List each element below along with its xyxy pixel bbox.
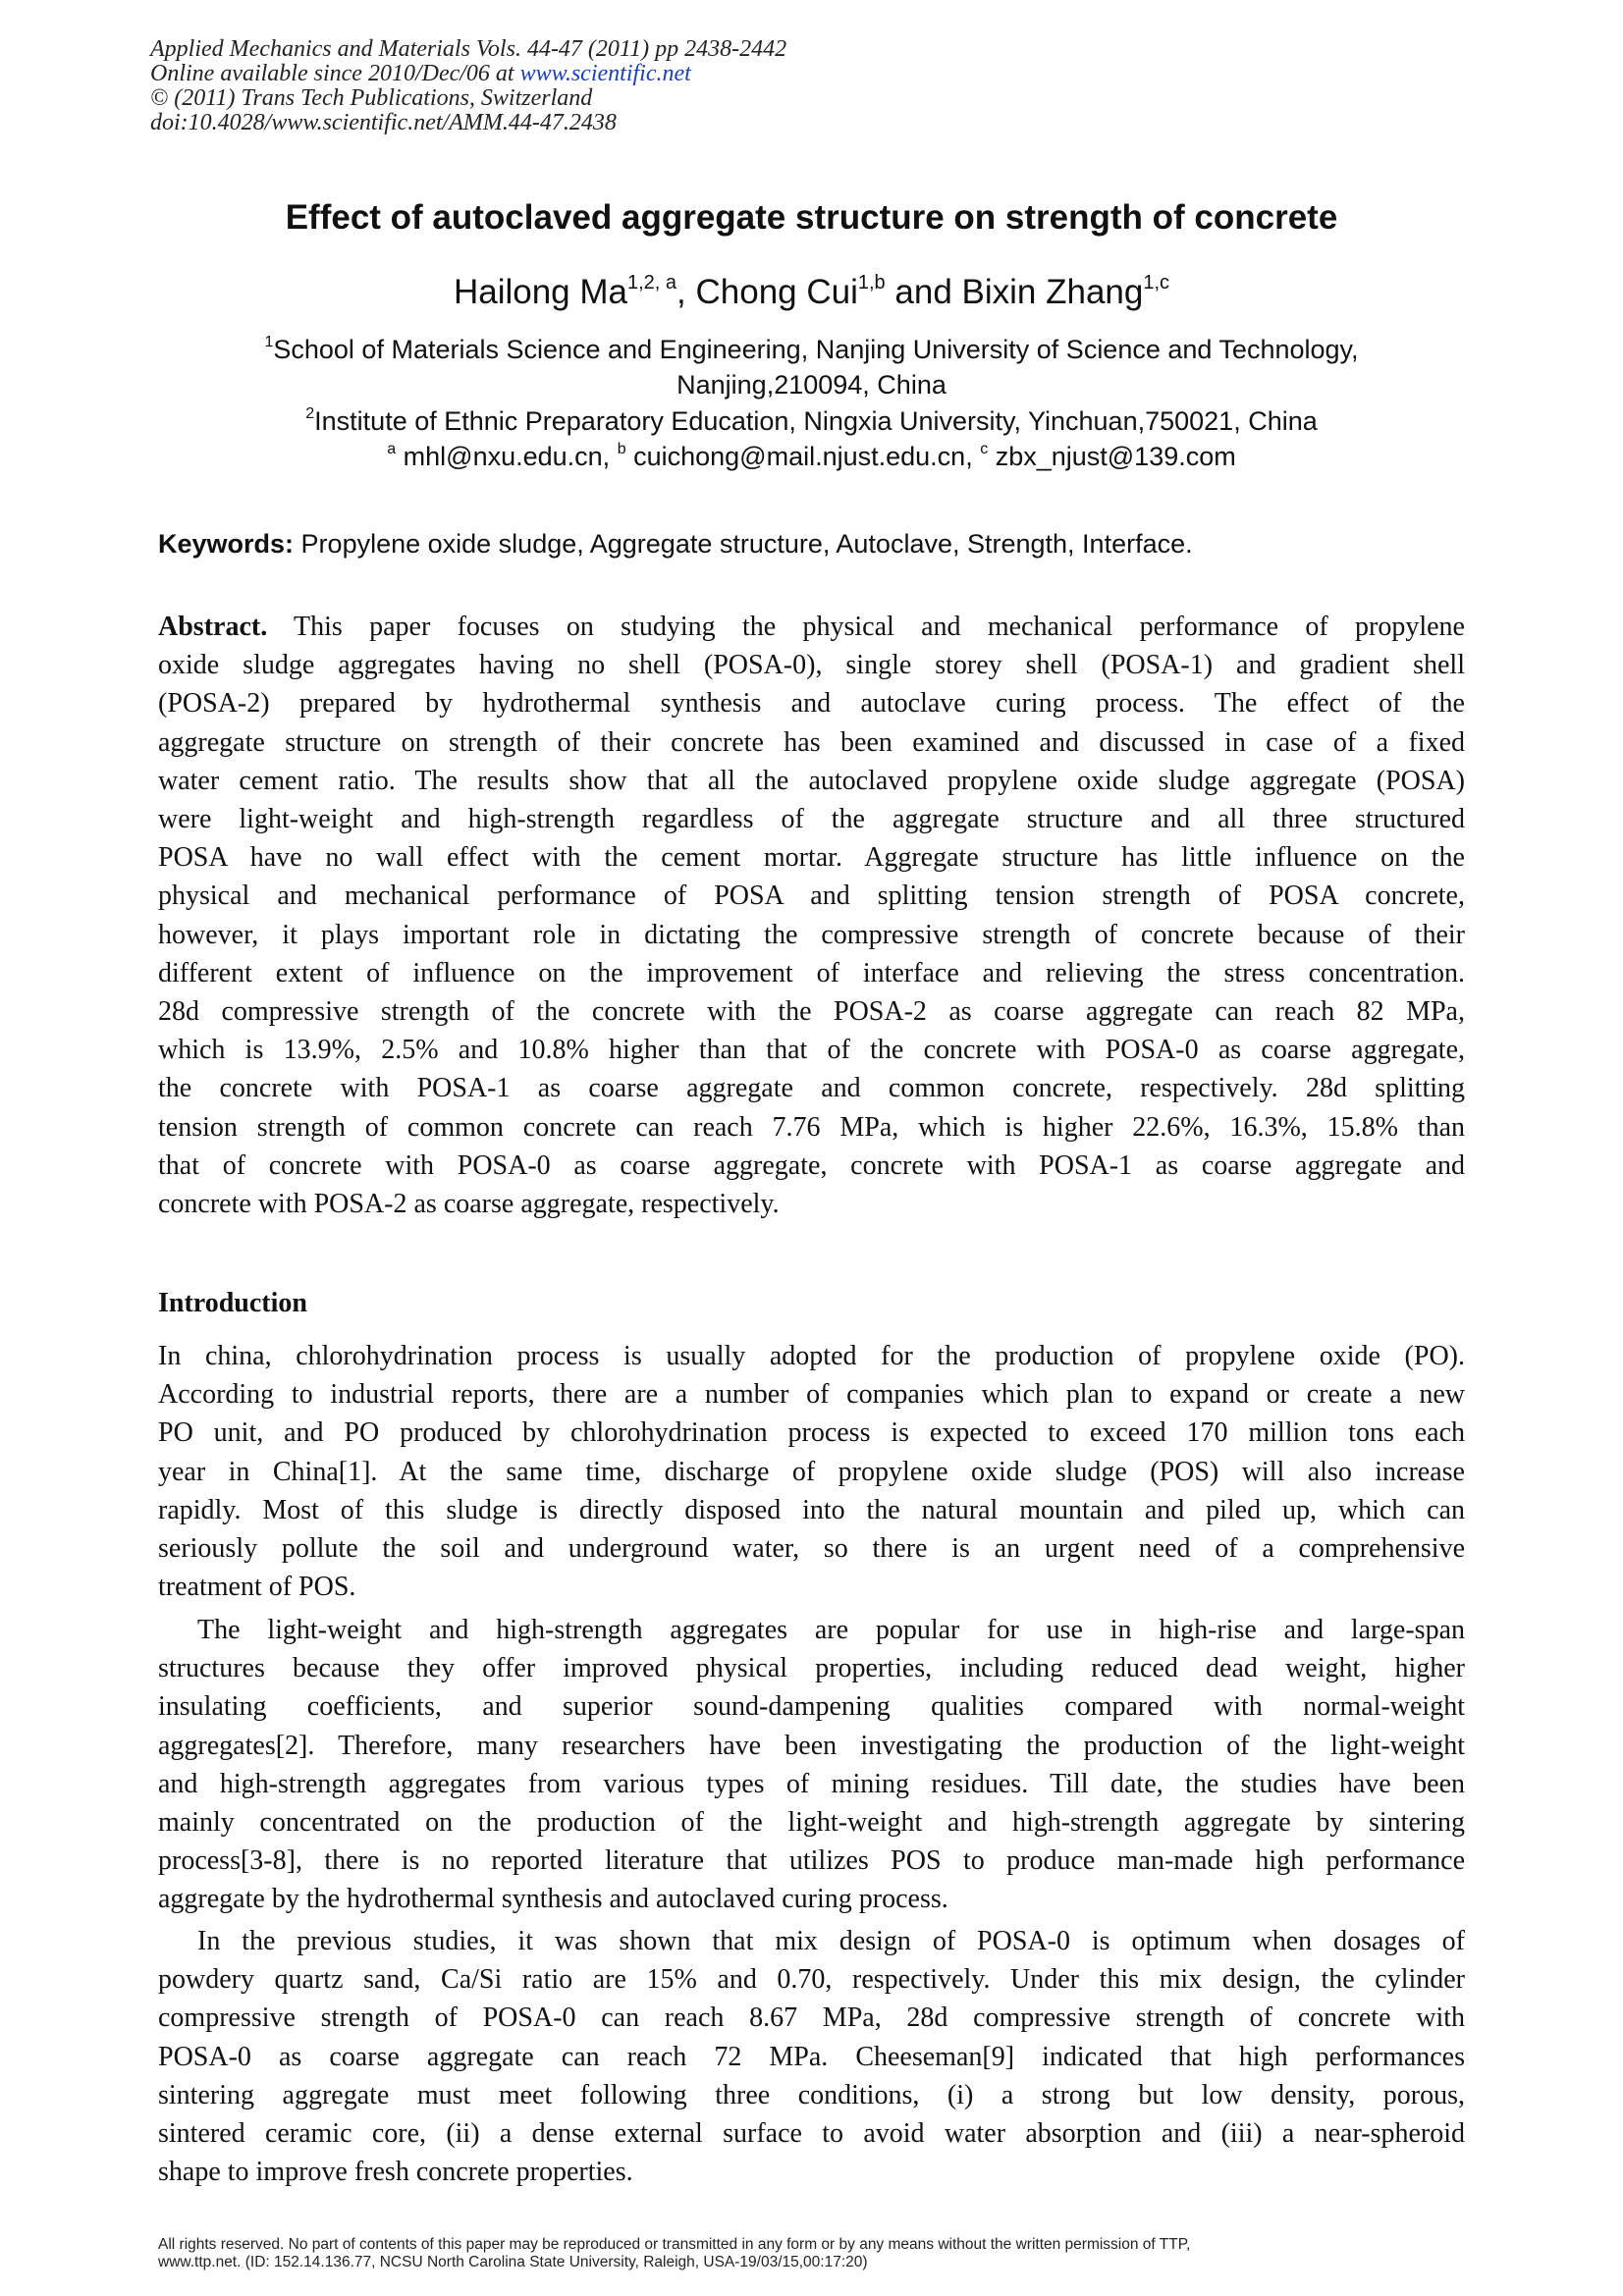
paragraph-line: year in China[1]. At the same time, discharge of propylene oxide sludge (POS) will also increase xyxy=(158,1456,1465,1487)
footer-line: All rights reserved. No part of contents of this paper may be reproduced or transmitted in any form or by any means without the written permission of TTP, xyxy=(158,2236,1191,2253)
affiliation-mark: 1 xyxy=(264,334,274,350)
abstract-line xyxy=(158,608,1465,646)
journal-line: Applied Mechanics and Materials Vols. 44-47 (2011) pp 2438-2442 xyxy=(150,36,787,62)
paragraph-line: In the previous studies, it was shown that mix design of POSA-0 is optimum when dosages of xyxy=(197,1926,1465,1956)
abstract-line: which is 13.9%, 2.5% and 10.8% higher than that of the concrete with POSA-0 as coarse aggregate, xyxy=(158,1035,1465,1066)
email-mark: a xyxy=(387,441,397,457)
intro-paragraph-1 xyxy=(158,1337,1465,1606)
affiliation-text: School of Materials Science and Engineering, Nanjing University of Science and Technology, xyxy=(273,335,1359,364)
paragraph-line: seriously pollute the soil and underground water, so there is an urgent need of a comprehensive xyxy=(158,1533,1465,1565)
paragraph-line: POSA-0 as coarse aggregate can reach 72 MPa. Cheeseman[9] indicated that high performances xyxy=(158,2041,1465,2072)
abstract-line: 28d compressive strength of the concrete with the POSA-2 as coarse aggregate can reach 82 MPa, xyxy=(158,996,1465,1028)
abstract-line: aggregate structure on strength of their concrete has been examined and discussed in case of a fixed xyxy=(158,726,1465,758)
affiliation-1 xyxy=(0,332,1623,367)
paragraph-line: aggregate by the hydrothermal synthesis and autoclaved curing process. xyxy=(158,1884,948,1915)
intro-paragraph-3 xyxy=(158,1922,1465,2191)
paragraph-line: In china, chlorohydrination process is usually adopted for the production of propylene oxide (PO). xyxy=(158,1341,1465,1371)
paragraph-line: treatment of POS. xyxy=(158,1572,356,1603)
affiliation-2 xyxy=(0,403,1623,439)
author-affiliation-mark: 1,c xyxy=(1143,272,1170,294)
paragraph-line: shape to improve fresh concrete properties. xyxy=(158,2157,633,2188)
keywords-text: Propylene oxide sludge, Aggregate structure, Autoclave, Strength, Interface. xyxy=(294,529,1193,559)
author-name: , Chong Cui xyxy=(676,273,858,311)
publisher-link[interactable]: www.scientific.net xyxy=(519,61,691,86)
email-address: mhl@nxu.edu.cn, xyxy=(396,442,618,471)
abstract xyxy=(158,608,1465,1223)
abstract-line: however, it plays important role in dictating the compressive strength of concrete because of their xyxy=(158,919,1465,950)
paper-title: Effect of autoclaved aggregate structure on strength of concrete xyxy=(285,198,1338,237)
abstract-line: POSA have no wall effect with the cement mortar. Aggregate structure has little influence on the xyxy=(158,842,1465,874)
paragraph-line: PO unit, and PO produced by chlorohydrination process is expected to exceed 170 million tons each xyxy=(158,1417,1465,1449)
abstract-line: (POSA-2) prepared by hydrothermal synthesis and autoclave curing process. The effect of the xyxy=(158,688,1465,720)
copyright-footer xyxy=(158,2236,1474,2271)
abstract-line-text: This paper focuses on studying the physical and mechanical performance of propylene xyxy=(267,612,1465,642)
paragraph-line: powdery quartz sand, Ca/Si ratio are 15% and 0.70, respectively. Under this mix design, the cylinder xyxy=(158,1964,1465,1996)
section-heading-introduction: Introduction xyxy=(158,1288,307,1318)
keywords-label: Keywords: xyxy=(158,529,295,559)
paragraph-line: structures because they offer improved physical properties, including reduced dead weight, higher xyxy=(158,1653,1465,1684)
paragraph-line: sintering aggregate must meet following three conditions, (i) a strong but low density, porous, xyxy=(158,2079,1465,2110)
abstract-line: different extent of influence on the improvement of interface and relieving the stress concentration. xyxy=(158,957,1465,988)
abstract-label: Abstract. xyxy=(158,612,268,642)
author-name: Hailong Ma xyxy=(453,273,627,311)
abstract-line: physical and mechanical performance of POSA and splitting tension strength of POSA concrete, xyxy=(158,881,1465,912)
abstract-line: that of concrete with POSA-0 as coarse aggregate, concrete with POSA-1 as coarse aggregate and xyxy=(158,1149,1465,1181)
paragraph-line: sintered ceramic core, (ii) a dense external surface to avoid water absorption and (iii) a near-spheroid xyxy=(158,2118,1465,2150)
intro-paragraph-2 xyxy=(158,1611,1465,1919)
email-address: cuichong@mail.njust.edu.cn, xyxy=(625,442,981,471)
keywords xyxy=(158,526,1193,561)
author-affiliation-mark: 1,2, a xyxy=(627,272,677,294)
abstract-line: water cement ratio. The results show that all the autoclaved propylene oxide sludge aggregate (POSA) xyxy=(158,765,1465,796)
paragraph-line: The light-weight and high-strength aggregates are popular for use in high-rise and large-span xyxy=(197,1615,1465,1645)
email-mark: c xyxy=(980,441,989,457)
author-name: and Bixin Zhang xyxy=(885,273,1144,311)
affiliation-1-city: Nanjing,210094, China xyxy=(676,370,947,400)
abstract-line: concrete with POSA-2 as coarse aggregate, respectively. xyxy=(158,1189,780,1220)
paragraph-line: compressive strength of POSA-0 can reach 8.67 MPa, 28d compressive strength of concrete with xyxy=(158,2002,1465,2034)
email-line xyxy=(0,439,1623,474)
affiliation-text: Institute of Ethnic Preparatory Education, Ningxia University, Yinchuan,750021, China xyxy=(314,406,1318,436)
email-mark: b xyxy=(617,441,626,457)
copyright-line: © (2011) Trans Tech Publications, Switzerland xyxy=(150,85,593,111)
paragraph-line: mainly concentrated on the production of the light-weight and high-strength aggregate by sintering xyxy=(158,1807,1465,1839)
online-prefix: Online available since 2010/Dec/06 at xyxy=(150,61,520,86)
email-address: zbx_njust@139.com xyxy=(988,442,1236,471)
paragraph-line: process[3-8], there is no reported literature that utilizes POS to produce man-made high performance xyxy=(158,1845,1465,1877)
paragraph-line: aggregates[2]. Therefore, many researchers have been investigating the production of the light-weight xyxy=(158,1730,1465,1761)
abstract-line: tension strength of common concrete can reach 7.76 MPa, which is higher 22.6%, 16.3%, 15.8% than xyxy=(158,1111,1465,1143)
footer-line: www.ttp.net. (ID: 152.14.136.77, NCSU North Carolina State University, Raleigh, USA-19/03/15,00:17:20) xyxy=(158,2254,868,2270)
online-line xyxy=(150,62,786,86)
journal-info xyxy=(150,37,786,135)
paragraph-line: rapidly. Most of this sludge is directly disposed into the natural mountain and piled up, which can xyxy=(158,1494,1465,1525)
abstract-line: were light-weight and high-strength regardless of the aggregate structure and all three structured xyxy=(158,804,1465,835)
paragraph-line: According to industrial reports, there are a number of companies which plan to expand or create a new xyxy=(158,1379,1465,1411)
abstract-line: the concrete with POSA-1 as coarse aggregate and common concrete, respectively. 28d splitting xyxy=(158,1073,1465,1104)
paragraph-line: and high-strength aggregates from various types of mining residues. Till date, the studies have been xyxy=(158,1768,1465,1799)
author-list xyxy=(0,271,1623,314)
paragraph-line: insulating coefficients, and superior sound-dampening qualities compared with normal-weight xyxy=(158,1691,1465,1723)
author-affiliation-mark: 1,b xyxy=(857,272,886,294)
abstract-line: oxide sludge aggregates having no shell (POSA-0), single storey shell (POSA-1) and gradient shell xyxy=(158,650,1465,681)
doi-line: doi:10.4028/www.scientific.net/AMM.44-47.2438 xyxy=(150,110,617,135)
affiliation-mark: 2 xyxy=(305,405,315,422)
